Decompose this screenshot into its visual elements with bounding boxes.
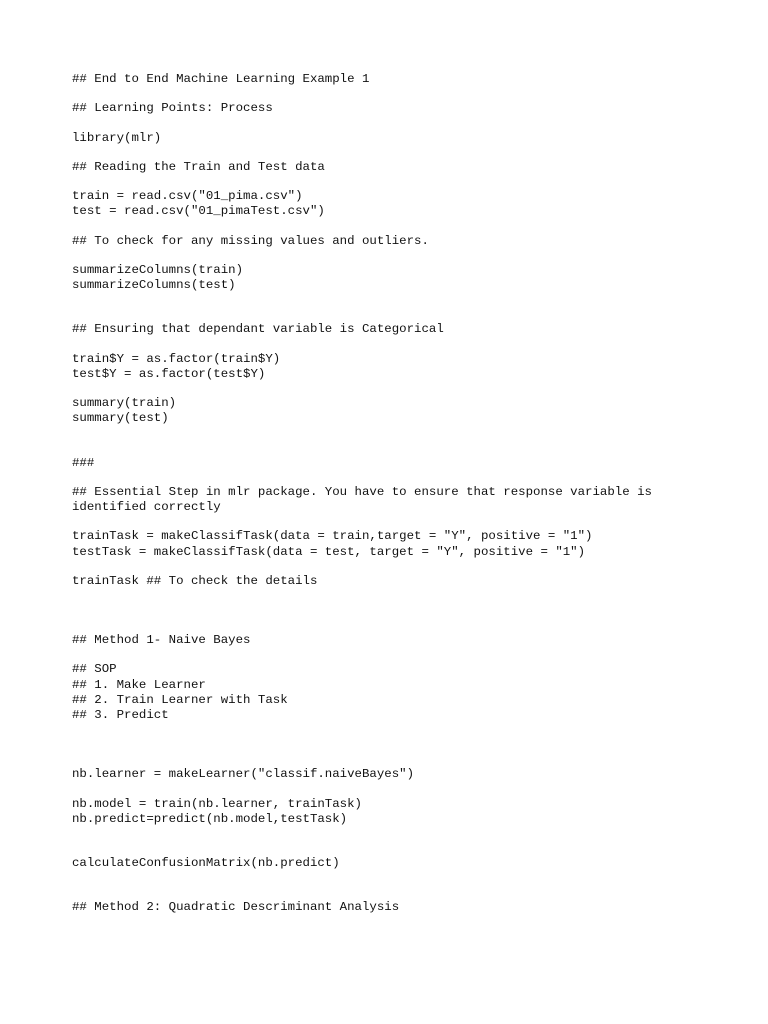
code-line: calculateConfusionMatrix(nb.predict) [72,856,340,870]
code-line: train = read.csv("01_pima.csv") [72,189,303,203]
code-line: nb.predict=predict(nb.model,testTask) [72,811,348,826]
code-line: summary(train) [72,396,177,410]
comment-line: ## Reading the Train and Test data [72,159,325,174]
comment-line: ## 2. Train Learner with Task [72,692,288,707]
code-line: summarizeColumns(train) [72,262,244,277]
comment-line: ## 1. Make Learner [72,677,206,692]
spacer [72,783,692,797]
comment-line: ### [72,455,95,470]
code-line: nb.learner = makeLearner("classif.naiveBayes") [72,767,415,782]
code-line: library(mlr) [72,130,162,145]
spacer [72,117,692,131]
comment-line: ## Method 1- Naive Bayes [72,633,251,647]
code-line: test$Y = as.factor(test$Y) [72,366,266,381]
spacer [72,827,692,856]
code-line: train$Y = as.factor(train$Y) [72,351,281,366]
spacer [72,560,692,574]
comment-line: ## Essential Step in mlr package. You have to ensure that response variable is [72,484,652,499]
code-line: summary(test) [72,411,169,426]
spacer [72,427,692,456]
code-line: test = read.csv("01_pimaTest.csv") [72,204,325,219]
code-line: trainTask ## To check the details [72,573,318,588]
spacer [72,723,692,767]
comment-line: identified correctly [72,500,221,514]
spacer [72,382,692,396]
spacer [72,648,692,662]
code-listing [72,72,692,916]
spacer [72,515,692,529]
spacer [72,175,692,189]
code-line: trainTask = makeClassifTask(data = train,target = "Y", positive = "1") [72,529,593,544]
code-line: nb.model = train(nb.learner, trainTask) [72,796,362,811]
spacer [72,471,692,485]
comment-line: ## SOP [72,662,117,677]
code-line: summarizeColumns(test) [72,278,236,292]
spacer [72,249,692,263]
comment-line: ## End to End Machine Learning Example 1 [72,72,370,86]
comment-line: ## Ensuring that dependant variable is Categorical [72,322,444,337]
spacer [72,338,692,352]
comment-line: ## To check for any missing values and outliers. [72,233,429,248]
spacer [72,589,692,633]
code-line: testTask = makeClassifTask(data = test, target = "Y", positive = "1") [72,544,586,559]
spacer [72,293,692,322]
comment-line: ## 3. Predict [72,708,169,722]
spacer [72,87,692,101]
spacer [72,871,692,900]
comment-line: ## Learning Points: Process [72,101,273,116]
spacer [72,220,692,234]
spacer [72,146,692,160]
comment-line: ## Method 2: Quadratic Descriminant Analysis [72,900,400,915]
